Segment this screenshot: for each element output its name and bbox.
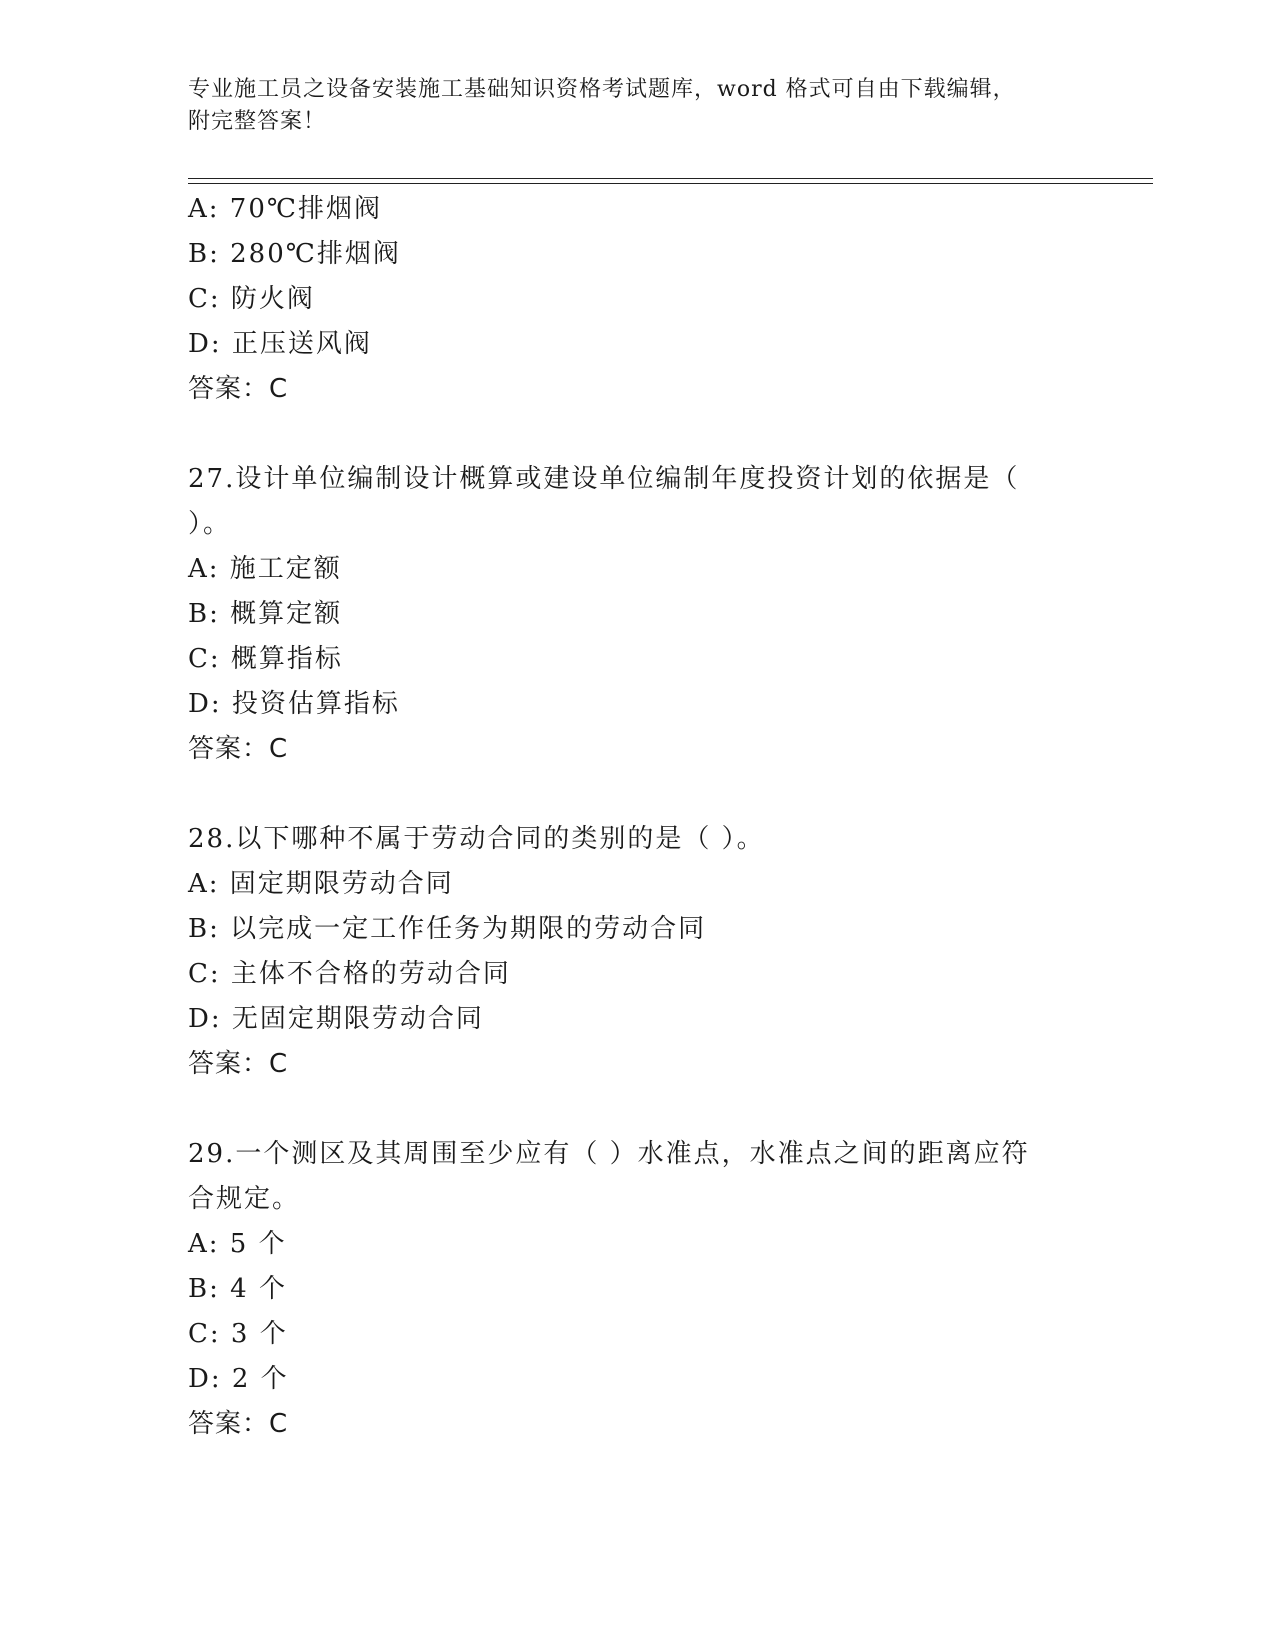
header-divider-bottom [188, 183, 1153, 184]
question-27-stem-continued: ）。 [188, 509, 232, 539]
question-28-option-d: D: 无固定期限劳动合同 [188, 1004, 484, 1034]
header-line-1: 专业施工员之设备安装施工基础知识资格考试题库，word 格式可自由下载编辑， [188, 77, 1016, 102]
question-29-answer: 答案：C [188, 1409, 289, 1439]
question-28-stem: 28.以下哪种不属于劳动合同的类别的是（ ）。 [188, 824, 765, 854]
header-line-2: 附完整答案！ [188, 109, 327, 134]
option-d: D: 正压送风阀 [188, 329, 372, 359]
question-28-answer: 答案：C [188, 1049, 289, 1079]
question-29-option-b: B: 4 个 [188, 1274, 287, 1304]
question-29-stem-continued: 合规定。 [188, 1184, 301, 1214]
question-27-option-b: B: 概算定额 [188, 599, 343, 629]
option-c: C: 防火阀 [188, 284, 315, 314]
question-29-option-a: A: 5 个 [188, 1229, 287, 1259]
question-29-stem: 29.一个测区及其周围至少应有（ ）水准点，水准点之间的距离应符 [188, 1139, 1030, 1169]
question-27-option-c: C: 概算指标 [188, 644, 343, 674]
question-28-option-c: C: 主体不合格的劳动合同 [188, 959, 511, 989]
question-28-option-a: A: 固定期限劳动合同 [188, 869, 454, 899]
option-b: B: 280℃排烟阀 [188, 239, 401, 269]
question-27-option-a: A: 施工定额 [188, 554, 342, 584]
question-29-option-d: D: 2 个 [188, 1364, 289, 1394]
document-header [188, 74, 1068, 138]
header-divider-top [188, 178, 1153, 179]
question-28-option-b: B: 以完成一定工作任务为期限的劳动合同 [188, 914, 707, 944]
question-29-option-c: C: 3 个 [188, 1319, 288, 1349]
question-27-stem: 27.设计单位编制设计概算或建设单位编制年度投资计划的依据是（ [188, 464, 1020, 494]
question-27-option-d: D: 投资估算指标 [188, 689, 400, 719]
option-a: A: 70℃排烟阀 [188, 194, 382, 224]
answer-label: 答案：C [188, 374, 289, 404]
question-27-answer: 答案：C [188, 734, 289, 764]
